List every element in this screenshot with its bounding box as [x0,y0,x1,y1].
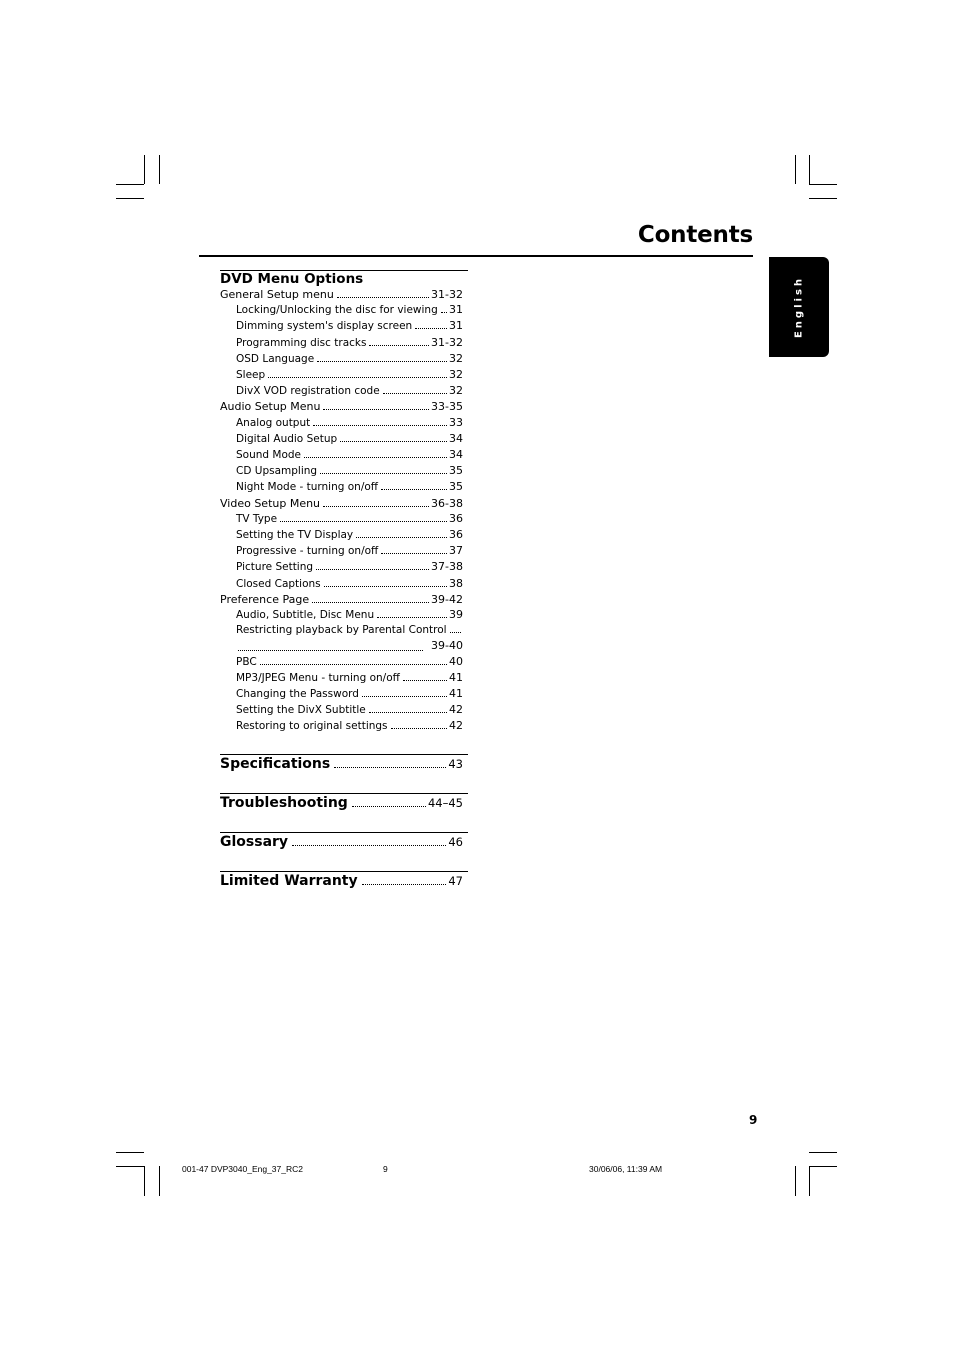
dot-leader [260,664,447,665]
toc-major-entry [220,754,468,774]
toc-entry-label: TV Type [236,512,278,525]
dot-leader [383,393,447,394]
toc-entry-page: 40 [449,654,463,668]
dot-leader [362,696,447,697]
toc-entry [220,302,468,318]
dot-leader [268,377,447,378]
toc-entry [220,686,468,702]
dot-leader [369,712,447,713]
toc-entry-page: 39-42 [431,592,463,606]
toc-entry [220,543,468,559]
toc-entry [220,718,468,734]
toc-entry-page: 36 [449,511,463,525]
crop-mark [116,184,144,185]
toc-entry-page: 33-35 [431,400,463,414]
toc-entry-continuation [220,638,468,653]
language-tab-label: English [793,275,805,339]
footer-timestamp: 30/06/06, 11:39 AM [589,1164,663,1174]
toc-entry-label: Restricting playback by Parental Control [236,624,447,637]
toc-major-entry [220,832,468,852]
toc-entry-page: 39-40 [431,639,463,653]
toc-major-label: Limited Warranty [220,872,358,889]
crop-mark [809,184,837,185]
toc-entry-label: Sound Mode [236,449,302,462]
toc-major-page: 44–45 [427,795,463,810]
dot-leader [304,457,447,458]
dot-leader [381,553,447,554]
crop-mark [116,1166,144,1167]
toc-entry [220,576,468,592]
toc-entry [220,367,468,383]
crop-mark [809,1166,810,1196]
toc-entry [220,527,468,543]
crop-mark [144,155,145,184]
dot-leader [340,441,447,442]
dot-leader [415,328,447,329]
table-of-contents [220,270,468,891]
dot-leader [362,884,447,885]
toc-entry [220,383,468,399]
dot-leader [313,425,447,426]
toc-entry [220,351,468,367]
toc-entry-page: 31-32 [431,288,463,301]
page-number: 9 [749,1113,758,1127]
dot-leader [316,569,429,570]
toc-entry [220,592,468,607]
toc-entry-label: Preference Page [220,592,310,606]
dot-leader [323,506,429,507]
toc-entry-label: Setting the TV Display [236,529,354,542]
dot-leader [381,489,447,490]
toc-entry-label: Picture Setting [236,561,314,574]
toc-entry [220,702,468,718]
toc-major-page: 47 [448,873,463,888]
footer-file: 001-47 DVP3040_Eng_37_RC2 [182,1164,303,1174]
toc-entry [220,511,468,527]
toc-entry-label: Sleep [236,369,266,382]
crop-mark [159,1166,160,1196]
toc-entry-page: 37 [449,544,463,558]
crop-mark [795,155,796,184]
toc-entry-label: Audio Setup Menu [220,400,321,414]
crop-mark [809,1152,837,1153]
toc-entry-page: 34 [449,448,463,462]
crop-mark [809,1166,837,1167]
toc-major-page: 46 [448,834,463,849]
crop-mark [795,1166,796,1196]
toc-entry-label: PBC [236,655,257,668]
toc-entry-page: 32 [449,351,463,365]
toc-entry-label: Video Setup Menu [220,496,321,510]
toc-entry-page: 35 [449,480,463,494]
dot-leader [441,312,447,313]
toc-major-entry [220,793,468,813]
toc-entry [220,399,468,414]
toc-entry-page: 31 [449,303,463,317]
dot-leader [352,806,426,807]
toc-entry [220,415,468,431]
toc-entry-label: Audio, Subtitle, Disc Menu [236,609,375,622]
dot-leader [369,345,429,346]
toc-entry-page: 38 [449,576,463,590]
toc-entry-label: Restoring to original settings [236,720,388,733]
dvd-menu-entries [220,287,468,735]
toc-entry [220,670,468,686]
toc-entry-page: 33 [449,415,463,429]
toc-entry-page: 37-38 [431,560,463,574]
crop-mark [116,1152,144,1153]
toc-entry [220,335,468,351]
toc-entry-page: 41 [449,687,463,701]
toc-major-label: Specifications [220,755,331,772]
toc-entry [220,559,468,575]
toc-major-label: Glossary [220,833,289,850]
toc-entry-label: Closed Captions [236,577,321,590]
dot-leader [391,728,447,729]
crop-mark [116,198,144,199]
toc-entry-label: Programming disc tracks [236,336,367,349]
dot-leader [450,632,461,633]
toc-entry-page: 35 [449,464,463,478]
toc-entry-label: Progressive - turning on/off [236,545,379,558]
toc-entry-label: Setting the DivX Subtitle [236,704,366,717]
toc-entry [220,654,468,670]
toc-entry-label: CD Upsampling [236,465,318,478]
dot-leader [238,638,423,650]
toc-entry-page: 34 [449,431,463,445]
toc-entry [220,623,468,638]
dot-leader [320,473,447,474]
toc-entry-page: 42 [449,719,463,733]
toc-entry-page: 32 [449,384,463,398]
dot-leader [317,361,447,362]
dot-leader [312,602,429,603]
toc-entry-label: Dimming system's display screen [236,320,413,333]
toc-major-entry [220,871,468,891]
toc-entry [220,287,468,302]
toc-entry [220,463,468,479]
toc-entry-label: Analog output [236,416,311,429]
dot-leader [337,297,429,298]
toc-entry-page: 42 [449,703,463,717]
toc-entry [220,447,468,463]
language-tab [769,257,829,357]
toc-major-label: Troubleshooting [220,794,348,811]
dot-leader [292,845,446,846]
toc-entry-page: 36-38 [431,496,463,510]
crop-mark [809,198,837,199]
major-section-entries [220,754,468,891]
dot-leader [324,586,447,587]
toc-entry-label: Digital Audio Setup [236,432,338,445]
footer-sheet: 9 [383,1164,388,1174]
page-title: Contents [637,222,753,248]
toc-entry [220,496,468,511]
toc-entry-page: 39 [449,608,463,622]
crop-mark [809,155,810,184]
toc-entry-label: DivX VOD registration code [236,385,380,398]
dot-leader [334,767,446,768]
dot-leader [403,680,447,681]
toc-entry [220,431,468,447]
toc-entry [220,607,468,623]
toc-entry [220,318,468,334]
toc-entry-page: 31 [449,319,463,333]
toc-entry-page: 32 [449,368,463,382]
dot-leader [356,537,447,538]
dot-leader [377,617,447,618]
toc-entry-label: Night Mode - turning on/off [236,481,379,494]
crop-mark [144,1166,145,1196]
toc-entry-page: 41 [449,670,463,684]
dot-leader [280,521,447,522]
toc-entry-label: General Setup menu [220,288,334,301]
title-rule [199,255,753,257]
toc-entry-label: MP3/JPEG Menu - turning on/off [236,671,400,684]
section-heading-dvd-menu: DVD Menu Options [220,270,468,287]
toc-entry [220,479,468,495]
toc-entry-label: OSD Language [236,352,315,365]
crop-mark [159,155,160,184]
toc-entry-label: Locking/Unlocking the disc for viewing [236,304,438,317]
dot-leader [323,409,429,410]
toc-entry-page: 36 [449,528,463,542]
toc-entry-page: 31-32 [431,335,463,349]
toc-entry-label: Changing the Password [236,688,359,701]
toc-major-page: 43 [448,756,463,771]
